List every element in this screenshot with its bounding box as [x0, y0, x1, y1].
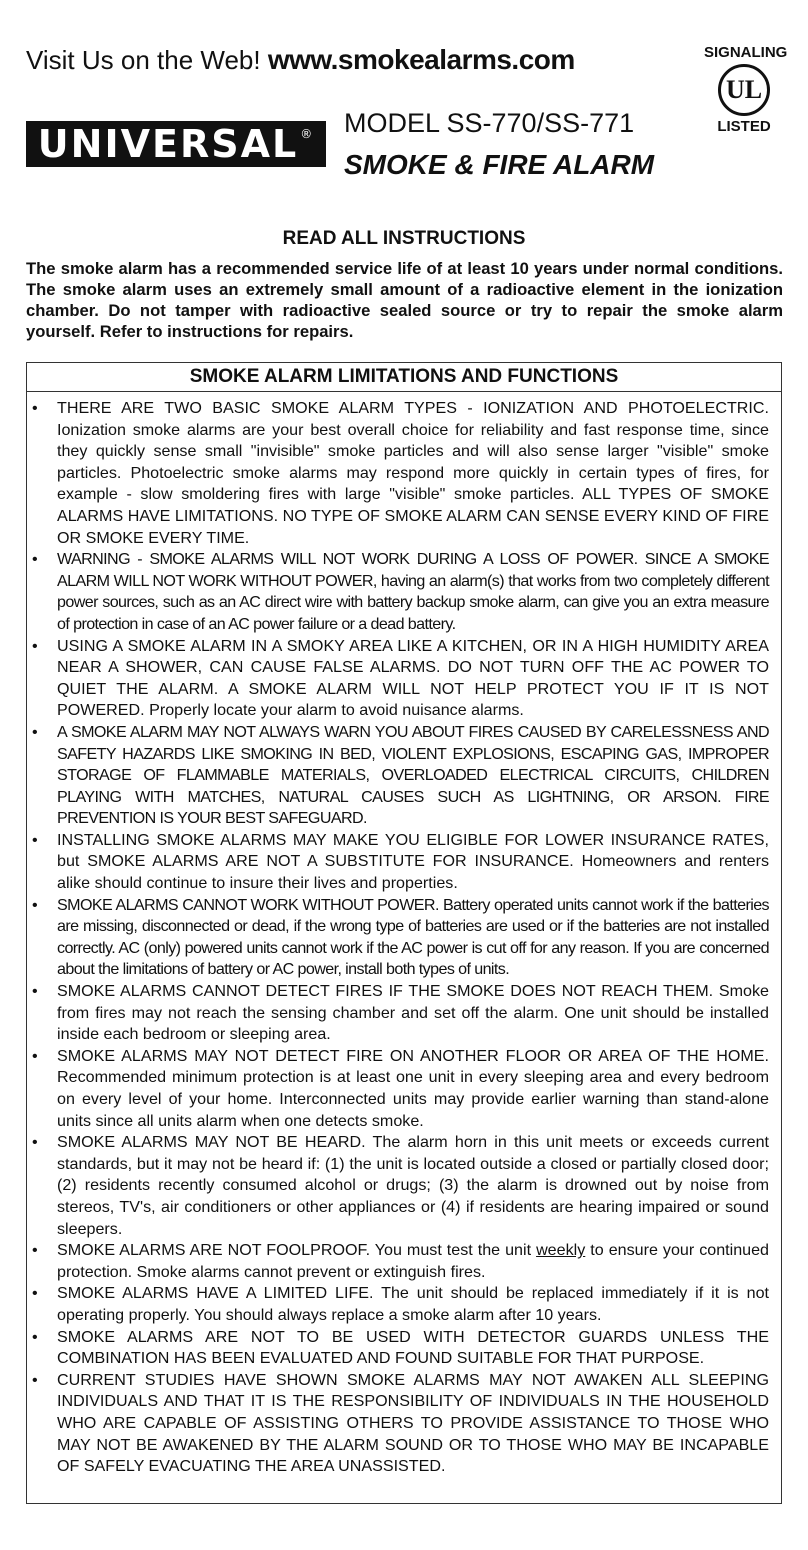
bullet: • — [32, 636, 38, 655]
limitations-box — [26, 362, 782, 1504]
weekly-emphasis: weekly — [536, 1241, 586, 1260]
list-item: • CURRENT STUDIES HAVE SHOWN SMOKE ALARMS MAY NOT AWAKEN ALL SLEEPING INDIVIDUALS AND THAT IT IS THE RESPONSIBILITY OF INDIVIDUALS IN THE HOUSEHOLD WHO ARE CAPABLE OF ASSISTING OTHERS TO PROVIDE ASSISTANCE TO THOSE WHO MAY NOT BE AWAKENED BY THE ALARM SOUND OR TO THOSE WHO MAY BE INCAPABLE OF SAFELY EVACUATING THE AREA UNASSISTED. — [32, 1370, 769, 1476]
bullet: • — [32, 550, 38, 569]
brand-logo — [26, 121, 326, 167]
website-link[interactable]: www.smokealarms.com — [267, 44, 575, 75]
list-item: • SMOKE ALARMS ARE NOT FOOLPROOF. You must test the unit weekly to ensure your continued protection. Smoke alarms cannot prevent or extinguish fires. — [32, 1241, 770, 1281]
visit-text: Visit Us on the Web! — [26, 45, 261, 75]
bullet: • — [32, 1370, 38, 1389]
bullet: • — [32, 895, 38, 914]
product-title: SMOKE & FIRE ALARM — [344, 149, 655, 180]
ul-listed-label: LISTED — [717, 118, 771, 135]
bullet: • — [32, 830, 38, 849]
model-number: MODEL SS-770/SS-771 — [344, 108, 635, 138]
list-item: • USING A SMOKE ALARM IN A SMOKY AREA LIKE A KITCHEN, OR IN A HIGH HUMIDITY AREA NEAR A SHOWER, CAN CAUSE FALSE ALARMS. DO NOT TURN OFF THE AC POWER TO QUIET THE ALARM. A SMOKE ALARM WILL NOT HELP PROTECT YOU IF IT IS NOT POWERED. Properly locate your alarm to avoid nuisance alarms. — [32, 636, 769, 720]
bullet: • — [32, 982, 38, 1001]
list-item: • WARNING - SMOKE ALARMS WILL NOT WORK DURING A LOSS OF POWER. SINCE A SMOKE ALARM WILL NOT WORK WITHOUT POWER, having an alarm(s) that works from two completely different power sources, such as an AC direct wire with battery backup smoke alarm, can give you an extra measure of protection in case of an AC power failure or a dead battery. — [32, 550, 769, 633]
list-item: • SMOKE ALARMS MAY NOT DETECT FIRE ON ANOTHER FLOOR OR AREA OF THE HOME. Recommended minimum protection is at least one unit in every sleeping area and every bedroom on every level of your home. Interconnected units may provide earlier warning than stand-alone units since all units alarm when one detects smoke. — [32, 1046, 769, 1130]
brand-name: UNIVERSAL — [37, 122, 299, 166]
list-item: • SMOKE ALARMS ARE NOT TO BE USED WITH DETECTOR GUARDS UNLESS THE COMBINATION HAS BEEN EVALUATED AND FOUND SUITABLE FOR THAT PURPOSE. — [32, 1327, 769, 1368]
instructions-heading: READ ALL INSTRUCTIONS — [282, 228, 526, 249]
list-item: • SMOKE ALARMS CANNOT DETECT FIRES IF THE SMOKE DOES NOT REACH THEM. Smoke from fires may not reach the sensing chamber and set off the alarm. One unit should be installed inside each bedroom or sleeping area. — [32, 982, 769, 1044]
intro-paragraph: The smoke alarm has a recommended service life of at least 10 years under normal conditions. The smoke alarm uses an extremely small amount of a radioactive element in the ionization chamber. Do not tamper with radioactive sealed source or try to repair the smoke alarm yourself. Refer to instructions for repairs. — [26, 259, 783, 341]
bullet: • — [32, 1241, 38, 1260]
list-item: • THERE ARE TWO BASIC SMOKE ALARM TYPES - IONIZATION AND PHOTOELECTRIC. Ionization smoke alarms are your best overall choice for reliability and fast response time, since they quickly sense small "invisible" smoke particles and will also sense larger "visible" smoke particles. Photoelectric smoke alarms may respond more quickly in certain types of fires, for example - slow smoldering fires with large "visible" smoke particles. ALL TYPES OF SMOKE ALARMS HAVE LIMITATIONS. NO TYPE OF SMOKE ALARM CAN SENSE EVERY KIND OF FIRE OR SMOKE EVERY TIME. — [32, 399, 769, 547]
list-item: • SMOKE ALARMS CANNOT WORK WITHOUT POWER. Battery operated units cannot work if the batteries are missing, disconnected or dead, if the wrong type of batteries are used or if the batteries are not installed correctly. AC (only) powered units cannot work if the AC power is cut off for any reason. If you are concerned about the limitations of battery or AC power, install both types of units. — [32, 895, 769, 979]
limitations-title: SMOKE ALARM LIMITATIONS AND FUNCTIONS — [27, 363, 781, 392]
bullet: • — [32, 399, 38, 417]
list-item: • SMOKE ALARMS MAY NOT BE HEARD. The alarm horn in this unit meets or exceeds current standards, but it may not be heard if: (1) the unit is located outside a closed or partially closed door; (2) residents recently consumed alcohol or drugs; (3) the alarm is drowned out by noise from stereos, TV's, air conditioners or other appliances or (4) if residents are hearing impaired or sound sleepers. — [32, 1133, 769, 1238]
list-item: • INSTALLING SMOKE ALARMS MAY MAKE YOU ELIGIBLE FOR LOWER INSURANCE RATES, but SMOKE ALARMS ARE NOT A SUBSTITUTE FOR INSURANCE. Homeowners and renters alike should continue to insure their lives and properties. — [32, 830, 769, 893]
list-item: • A SMOKE ALARM MAY NOT ALWAYS WARN YOU ABOUT FIRES CAUSED BY CARELESSNESS AND SAFETY HAZARDS LIKE SMOKING IN BED, VIOLENT EXPLOSIONS, ESCAPING GAS, IMPROPER STORAGE OF FLAMMABLE MATERIALS, OVERLOADED ELECTRICAL CIRCUITS, CHILDREN PLAYING WITH MATCHES, NATURAL CAUSES SUCH AS LIGHTNING, OR ARSON. FIRE PREVENTION IS YOUR BEST SAFEGUARD. — [32, 722, 769, 828]
bullet: • — [32, 1284, 38, 1303]
ul-listed-mark — [704, 44, 788, 135]
limitations-list — [27, 392, 781, 1478]
bullet: • — [32, 1327, 38, 1346]
bullet: • — [32, 722, 38, 741]
list-item: • SMOKE ALARMS HAVE A LIMITED LIFE. The unit should be replaced immediately if it is not operating properly. You should always replace a smoke alarm after 10 years. — [32, 1284, 769, 1324]
ul-signaling-label: SIGNALING — [704, 44, 788, 61]
ul-logo-icon: UL — [718, 64, 770, 116]
bullet: • — [32, 1046, 38, 1065]
registered-mark: ® — [300, 127, 315, 141]
bullet: • — [32, 1133, 38, 1152]
website-line — [26, 44, 575, 76]
